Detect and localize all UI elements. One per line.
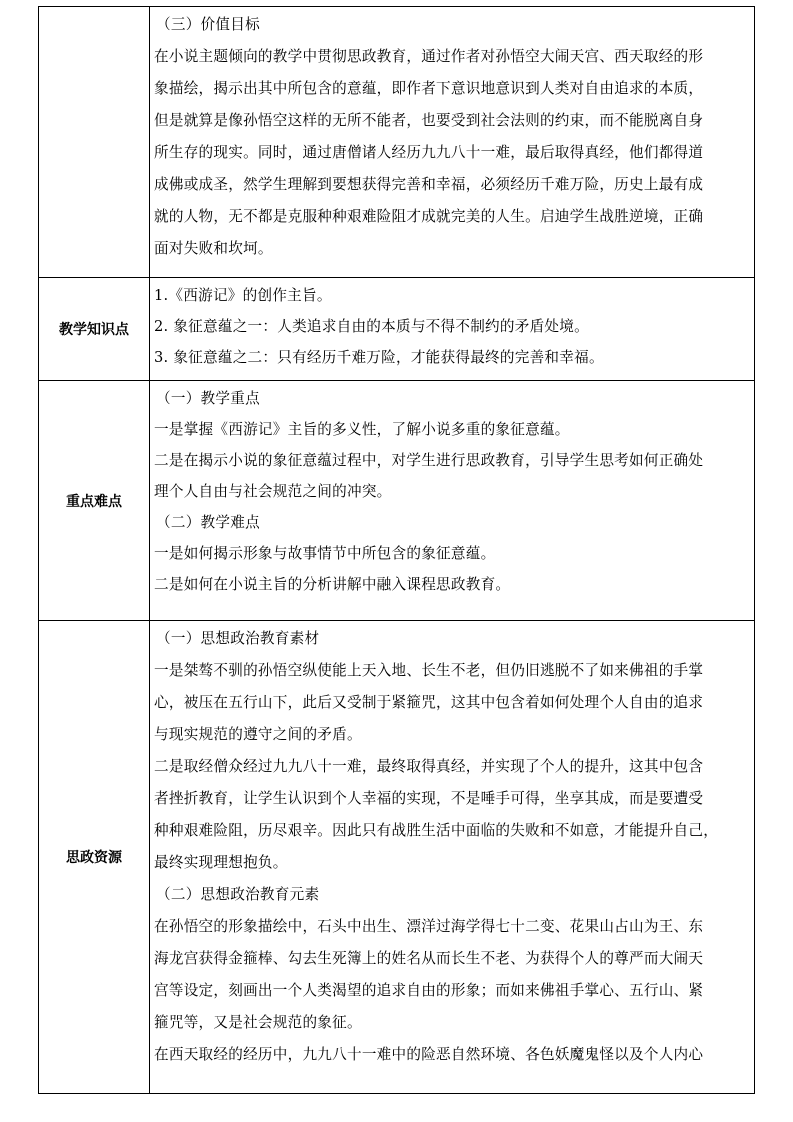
paragraph-line: 一是桀骜不驯的孙悟空纵使能上天入地、长生不老，但仍旧逃脱不了如来佛祖的手掌 xyxy=(154,662,704,679)
section-heading: （一）教学重点 xyxy=(156,390,260,407)
paragraph-line: 者挫折教育，让学生认识到个人幸福的实现，不是唾手可得，坐享其成，而是要遭受 xyxy=(154,790,704,807)
table-row xyxy=(39,278,755,381)
table-row xyxy=(39,7,755,278)
paragraph-line: 理个人自由与社会规范之间的冲突。 xyxy=(154,483,392,500)
paragraph-line: 成佛或成圣，然学生理解到要想获得完善和幸福，必须经历千难万险，历史上最有成 xyxy=(154,176,704,193)
row-label-knowledge-points: 教学知识点 xyxy=(59,322,129,338)
list-item: 3. 象征意蕴之二：只有经历千难万险，才能获得最终的完善和幸福。 xyxy=(154,349,604,366)
paragraph-line: 海龙宫获得金箍棒、勾去生死簿上的姓名从而长生不老、为获得个人的尊严而大闹天 xyxy=(154,950,704,967)
paragraph-line: 二是在揭示小说的象征意蕴过程中，对学生进行思政教育，引导学生思考如何正确处 xyxy=(154,452,704,469)
paragraph-line: 所生存的现实。同时，通过唐僧诸人经历九九八十一难，最后取得真经，他们都得道 xyxy=(154,144,704,161)
paragraph-line: 最终实现理想抱负。 xyxy=(154,854,288,871)
table-row xyxy=(39,621,755,1094)
paragraph-line: 二是取经僧众经过九九八十一难，最终取得真经，并实现了个人的提升，这其中包含 xyxy=(154,758,704,775)
paragraph-line: 宫等设定，刻画出一个人类渴望的追求自由的形象；而如来佛祖手掌心、五行山、紧 xyxy=(154,982,704,999)
ideological-resources-content xyxy=(150,621,755,1094)
paragraph-line: 与现实规范的遵守之间的矛盾。 xyxy=(154,726,362,743)
paragraph-line: 象描绘，揭示出其中所包含的意蕴，即作者下意识地意识到人类对自由追求的本质， xyxy=(154,80,704,97)
paragraph-line: 面对失败和坎坷。 xyxy=(154,240,273,257)
section-heading: （一）思想政治教育素材 xyxy=(156,630,320,647)
list-item: 2. 象征意蕴之一：人类追求自由的本质与不得不制约的矛盾处境。 xyxy=(154,318,589,335)
row-label-ideological-resources: 思政资源 xyxy=(66,850,122,866)
row-label-cell xyxy=(39,7,150,278)
paragraph-line: 箍咒等，又是社会规范的象征。 xyxy=(154,1014,362,1031)
value-goal-content xyxy=(150,7,755,278)
section-heading: （二）教学难点 xyxy=(156,514,260,531)
table-row xyxy=(39,381,755,621)
key-difficult-content xyxy=(150,381,755,621)
section-heading: （二）思想政治教育元素 xyxy=(156,886,320,903)
row-label-cell xyxy=(39,621,150,1094)
paragraph-line: 在小说主题倾向的教学中贯彻思政教育，通过作者对孙悟空大闹天宫、西天取经的形 xyxy=(154,48,704,65)
paragraph-line: 一是掌握《西游记》主旨的多义性，了解小说多重的象征意蕴。 xyxy=(154,421,570,438)
paragraph-line: 一是如何揭示形象与故事情节中所包含的象征意蕴。 xyxy=(154,545,496,562)
section-heading: （三）价值目标 xyxy=(156,16,260,33)
paragraph-line: 种种艰难险阻，历尽艰辛。因此只有战胜生活中面临的失败和不如意，才能提升自己， xyxy=(154,822,719,839)
list-item: 1.《西游记》的创作主旨。 xyxy=(154,287,332,304)
lesson-plan-table xyxy=(38,6,755,1094)
paragraph-line: 但是就算是像孙悟空这样的无所不能者，也要受到社会法则的约束，而不能脱离自身 xyxy=(154,112,704,129)
paragraph-line: 在西天取经的经历中，九九八十一难中的险恶自然环境、各色妖魔鬼怪以及个人内心 xyxy=(154,1046,704,1063)
paragraph-line: 心，被压在五行山下，此后又受制于紧箍咒，这其中包含着如何处理个人自由的追求 xyxy=(154,694,704,711)
row-label-cell xyxy=(39,381,150,621)
row-label-cell xyxy=(39,278,150,381)
knowledge-points-content xyxy=(150,278,755,381)
paragraph-line: 在孙悟空的形象描绘中，石头中出生、漂洋过海学得七十二变、花果山占山为王、东 xyxy=(154,918,704,935)
paragraph-line: 就的人物，无不都是克服种种艰难险阻才成就完美的人生。启迪学生战胜逆境，正确 xyxy=(154,208,704,225)
paragraph-line: 二是如何在小说主旨的分析讲解中融入课程思政教育。 xyxy=(154,576,511,593)
row-label-key-difficult-points: 重点难点 xyxy=(66,493,122,510)
